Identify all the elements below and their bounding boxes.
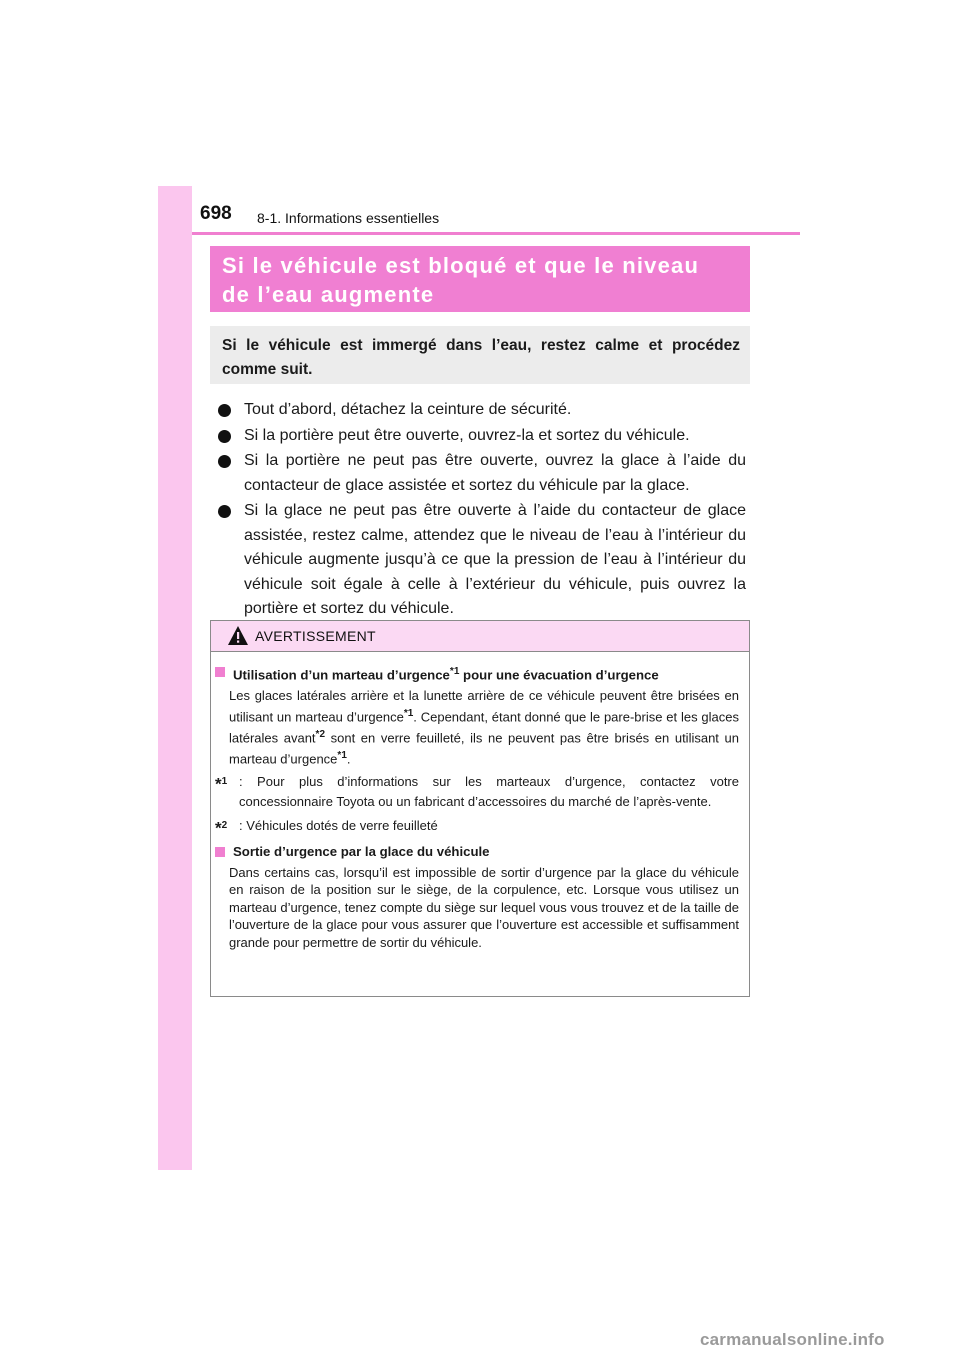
list-item: Tout d’abord, détachez la ceinture de sécurité.: [218, 398, 746, 423]
warning-triangle-icon: [227, 625, 249, 646]
warning-heading-1: Utilisation d’un marteau d’urgence$^{*1}$ pour une évacuation d’urgence: [215, 663, 749, 684]
footnote-1: *$^1$ : Pour plus d’informations sur les marteaux d’urgence, contactez votre concessionnaire Toyota ou un fabricant d’accessoires du marché de l’après-vente.: [215, 774, 739, 809]
footnote-2: *$^2$ : Véhicules dotés de verre feuilleté: [215, 818, 438, 838]
list-item: Si la portière ne peut pas être ouverte, ouvrez la glace à l’aide du contacteur de glace assistée et sortez du véhicule par la glace.: [218, 449, 746, 498]
header-rule: [192, 232, 800, 235]
warning-label: AVERTISSEMENT: [255, 628, 376, 644]
title-line-1: Si le véhicule est bloqué et que le niveau: [222, 253, 700, 278]
bullet-dot-icon: [218, 505, 231, 518]
list-item: Si la portière peut être ouverte, ouvrez-la et sortez du véhicule.: [218, 424, 746, 449]
watermark: carmanualsonline.info: [700, 1330, 885, 1349]
bullet-dot-icon: [218, 404, 231, 417]
list-item: Si la glace ne peut pas être ouverte à l’aide du contacteur de glace assistée, restez calme, attendez que le niveau de l’eau à l’intérieur du véhicule augmente jusqu’à ce que la pression de l’eau à l’intérieur du véhicule soit égale à celle à l’extérieur du véhicule, puis ouvrez la portière et sortez du véhicule.: [218, 499, 746, 622]
warning-header: [211, 621, 749, 652]
warning-text-2: Dans certains cas, lorsqu’il est impossible de sortir d’urgence par la glace du véhicule en raison de la position sur le siège, de la corpulence, etc. Lorsque vous utilisez un marteau d’urgence, tenez compte du siège sur lequel vous vous trouvez et de la taille de l’ouverture de la glace pour vous assurer que l’ouverture est accessible et suffisamment grande pour permettre de sortir du véhicule.: [229, 864, 739, 950]
warning-box: [210, 620, 750, 997]
intro-text: Si le véhicule est immergé dans l’eau, restez calme et procédez comme suit.: [222, 337, 740, 378]
bullet-list: [218, 398, 746, 622]
warning-heading-2: Sortie d’urgence par la glace du véhicule: [215, 843, 749, 861]
side-tab-band: [158, 186, 192, 1170]
warning-body: [211, 655, 749, 951]
page-number: 698: [200, 203, 232, 224]
bullet-dot-icon: [218, 455, 231, 468]
section-label: 8-1. Informations essentielles: [257, 210, 440, 226]
section-title: [210, 246, 750, 312]
warning-text-1: Les glaces latérales arrière et la lunette arrière de ce véhicule peuvent être brisées en utilisant un marteau d’urgence$^{*1}$. Cependant, étant donné que le pare-brise et les glaces latérales avant$^{*2}$ sont en verre feuilleté, ils ne peuvent pas être brisés en utilisant un marteau d’urgence$^{*1}$.: [229, 688, 739, 766]
bullet-dot-icon: [218, 430, 231, 443]
intro-box: [210, 326, 750, 384]
title-line-2: de l’eau augmente: [222, 282, 435, 307]
square-bullet-icon: [215, 667, 225, 677]
square-bullet-icon: [215, 847, 225, 857]
